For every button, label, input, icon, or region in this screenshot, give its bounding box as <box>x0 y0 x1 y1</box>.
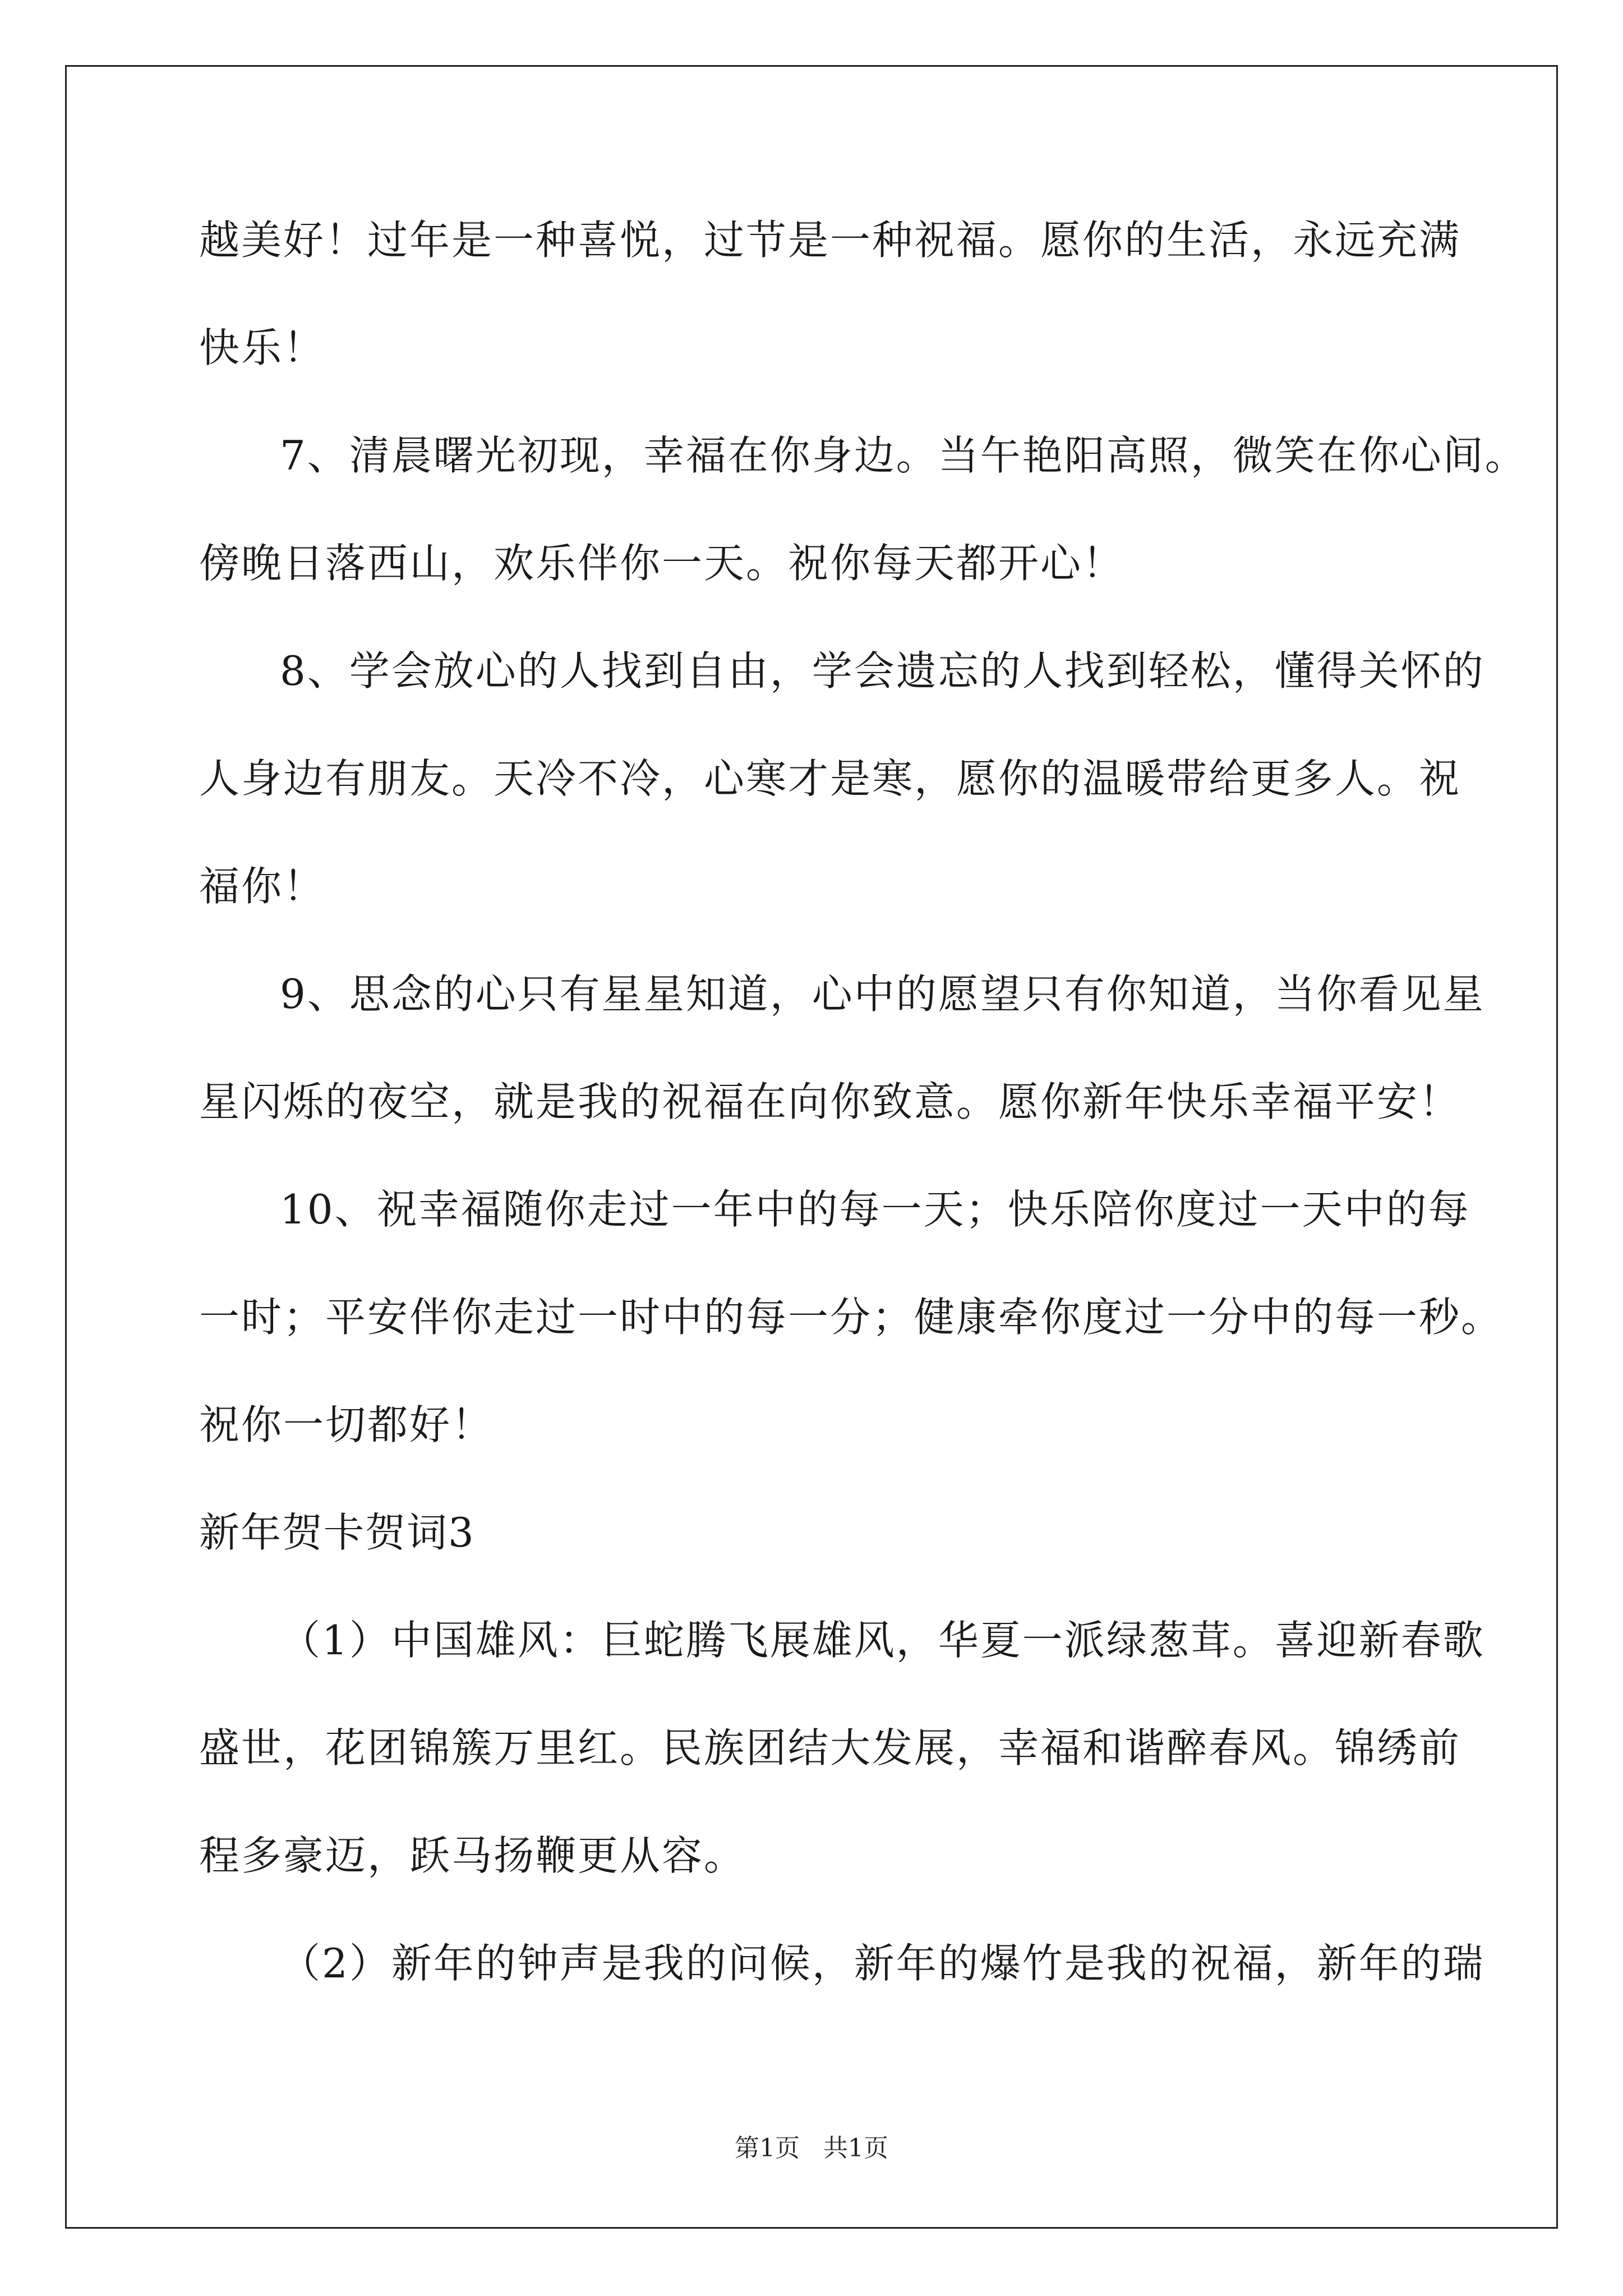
paragraph-line: 7、清晨曙光初现，幸福在你身边。当午艳阳高照，微笑在你心间。 <box>280 432 1527 479</box>
document-body <box>199 213 1527 2044</box>
paragraph-line: （1）中国雄风：巨蛇腾飞展雄风，华夏一派绿葱茸。喜迎新春歌 <box>280 1617 1485 1664</box>
paragraph-line: （2）新年的钟声是我的问候，新年的爆竹是我的祝福，新年的瑞 <box>280 1940 1485 1987</box>
paragraph-line: 9、思念的心只有星星知道，心中的愿望只有你知道，当你看见星 <box>280 970 1485 1018</box>
paragraph-line: 越美好！过年是一种喜悦，过节是一种祝福。愿你的生活，永远充满 <box>199 217 1461 264</box>
paragraph-line: 盛世，花团锦簇万里红。民族团结大发展，幸福和谐醉春风。锦绣前 <box>199 1724 1461 1772</box>
paragraph-line: 星闪烁的夜空，就是我的祝福在向你致意。愿你新年快乐幸福平安！ <box>199 1078 1461 1125</box>
paragraph-line: 祝你一切都好！ <box>199 1401 494 1448</box>
paragraph-line: 人身边有朋友。天冷不冷，心寒才是寒，愿你的温暖带给更多人。祝 <box>199 755 1461 802</box>
paragraph-line: 快乐！ <box>199 324 326 371</box>
paragraph-line: 福你！ <box>199 863 326 910</box>
paragraph-line: 一时；平安伴你走过一时中的每一分；健康牵你度过一分中的每一秒。 <box>199 1294 1504 1341</box>
section-heading: 新年贺卡贺词3 <box>199 1509 475 1556</box>
page-footer: 第1页 共1页 <box>735 2134 888 2162</box>
paragraph-line: 程多豪迈，跃马扬鞭更从容。 <box>199 1832 746 1879</box>
paragraph-line: 8、学会放心的人找到自由，学会遗忘的人找到轻松，懂得关怀的 <box>280 647 1485 694</box>
paragraph-line: 10、祝幸福随你走过一年中的每一天；快乐陪你度过一天中的每 <box>280 1186 1470 1233</box>
paragraph-line: 傍晚日落西山，欢乐伴你一天。祝你每天都开心！ <box>199 540 1125 587</box>
